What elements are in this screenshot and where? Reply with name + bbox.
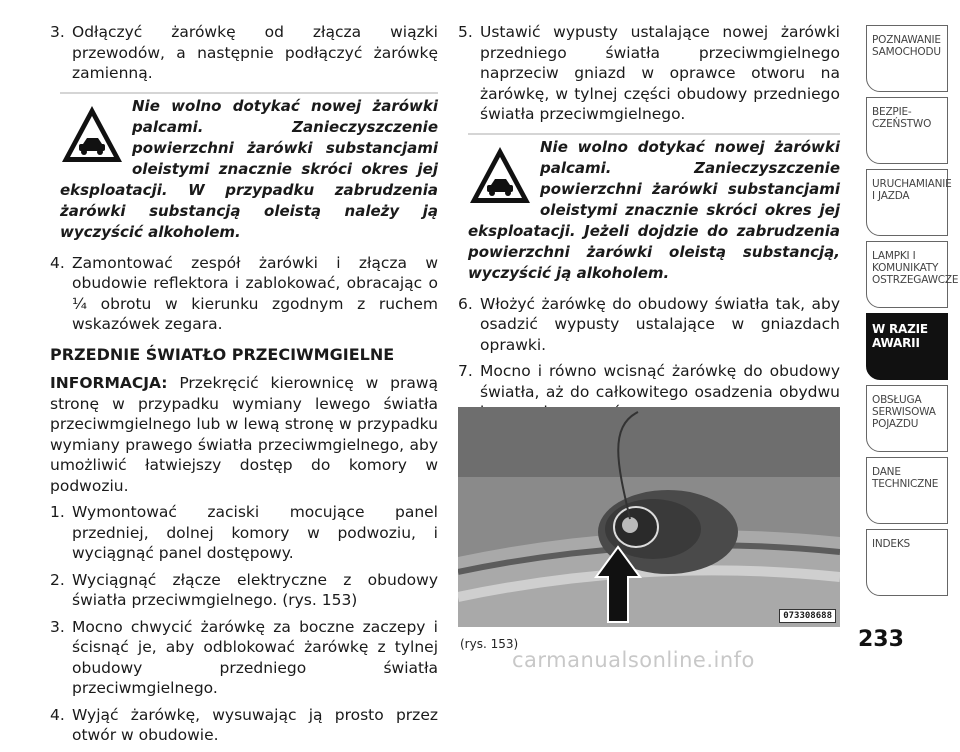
info-text: Przekręcić kierownicę w prawą stronę w przypadku wymiany lewego światła przeciwmgielnego lub w lewą stronę w przypadku wymiany prawego światła przeciwmgielnego, aby umożliwić łatwiejszy dostęp do komory w podwoziu. [50, 374, 438, 495]
step-2 [50, 570, 438, 611]
left-column [50, 22, 438, 752]
step-3b [50, 617, 438, 699]
step-text: Ustawić wypusty ustalające nowej żarówki przedniego światła przeciwmgielnego naprzeciw gniazd w oprawce otworu na żarówkę, w tylnej części obudowy przedniego światła przeciwmgielnego. [480, 23, 840, 123]
figure-code: 073308688 [779, 609, 836, 623]
step-number: 2. [50, 570, 65, 589]
tab-uruchamianie[interactable]: URUCHAMIANIE I JAZDA [866, 169, 948, 236]
step-number: 5. [458, 23, 473, 41]
step-4b [50, 705, 438, 746]
step-number: 4. [50, 253, 65, 272]
warning-box [60, 92, 438, 243]
step-1 [50, 502, 438, 564]
page-number: 233 [858, 627, 904, 652]
step-number: 3. [50, 23, 65, 41]
step-5 [458, 22, 840, 125]
step-text: Odłączyć żarówkę od złącza wiązki przewodów, a następnie podłączyć żarówkę zamienną. [72, 23, 438, 82]
tab-dane-techniczne[interactable]: DANE TECHNICZNE [866, 457, 948, 524]
chapter-tabs [866, 25, 959, 601]
info-label: INFORMACJA: [50, 374, 168, 392]
fog-lamp-photo [458, 407, 840, 627]
tab-w-razie-awarii[interactable]: W RAZIE AWARII [866, 313, 948, 380]
warning-car-icon [60, 102, 124, 166]
step-text: Mocno chwycić żarówkę za boczne zaczepy i ścisnąć je, aby odblokować żarówkę z tylnej obudowy przedniego światła przeciwmgielnego. [72, 617, 438, 697]
step-number: 7. [458, 362, 473, 380]
step-text: Wyjąć żarówkę, wysuwając ją prosto przez otwór w obudowie. [72, 705, 438, 744]
step-text: Włożyć żarówkę do obudowy światła tak, aby osadzić wypusty ustalające w gniazdach oprawki. [480, 294, 840, 354]
step-number: 4. [50, 705, 65, 724]
warning-text: Nie wolno dotykać nowej żarówki palcami. Zanieczyszczenie powierzchni żarówki substancjami oleistymi znacznie skróci okres jej eksploatacji. Jeżeli dojdzie do zabrudzenia powierzchni żarówki oleistą substancją, wyczyścić ją alkoholem. [468, 137, 840, 282]
step-number: 6. [458, 294, 473, 313]
warning-text: Nie wolno dotykać nowej żarówki palcami. Zanieczyszczenie powierzchni żarówki substancjami oleistymi znacznie skróci okres jej eksploatacji. W przypadku zabrudzenia żarówki substancją oleistą należy ją wyczyścić alkoholem. [60, 96, 438, 241]
step-number: 1. [50, 503, 65, 521]
fog-lamp-illustration [458, 407, 840, 627]
step-text: Zamontować zespół żarówki i złącza w obudowie reflektora i zablokować, obracając o ¼ obrotu w kierunku zgodnym z ruchem wskazówek zegara. [72, 253, 438, 333]
step-text: Wyciągnąć złącze elektryczne z obudowy światła przeciwmgielnego. (rys. 153) [72, 570, 438, 609]
watermark: carmanualsonline.info [512, 648, 755, 672]
tab-indeks[interactable]: INDEKS [866, 529, 948, 596]
right-column [458, 22, 840, 429]
warning-box [468, 133, 840, 284]
step-4 [50, 253, 438, 335]
warning-car-icon [468, 143, 532, 207]
step-6 [458, 294, 840, 356]
info-paragraph [50, 373, 438, 496]
tab-bezpieczenstwo[interactable]: BEZPIE-CZEŃSTWO [866, 97, 948, 164]
figure-caption: (rys. 153) [460, 637, 519, 651]
step-text: Wymontować zaciski mocujące panel przedniej, dolnej komory w podwoziu, i wyciągnąć panel dostępowy. [72, 503, 438, 562]
tab-obsluga[interactable]: OBSŁUGA SERWISOWA POJAZDU [866, 385, 948, 452]
step-text: Mocno i równo wcisnąć żarówkę do obudowy światła, aż do całkowitego osadzenia obydwu [480, 362, 840, 401]
tab-poznawanie[interactable]: POZNAWANIE SAMOCHODU [866, 25, 948, 92]
section-heading: PRZEDNIE ŚWIATŁO PRZECIWMGIELNE [50, 344, 395, 364]
tab-lampki[interactable]: LAMPKI I KOMUNIKATY OSTRZEGAWCZE [866, 241, 948, 308]
step-3 [50, 22, 438, 84]
step-number: 3. [50, 617, 65, 636]
